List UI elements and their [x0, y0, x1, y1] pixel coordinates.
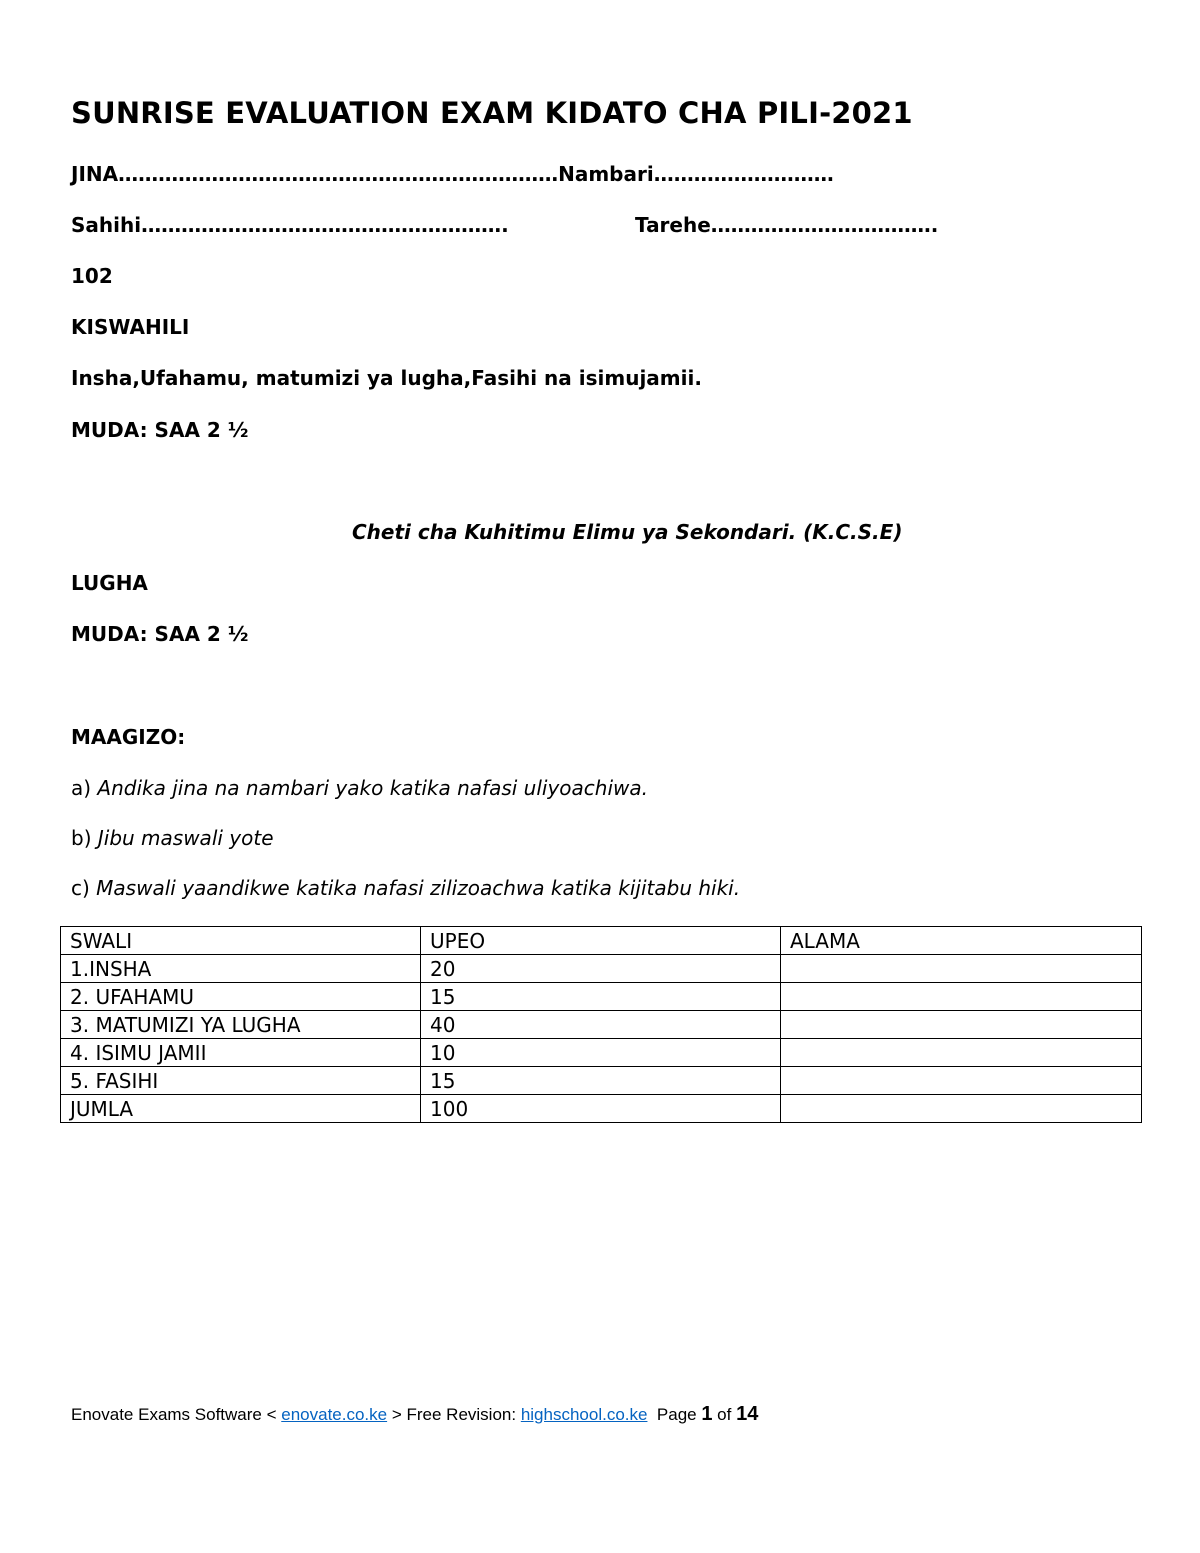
score-cell	[781, 1039, 1142, 1067]
instruction-item	[71, 776, 648, 800]
paper-code: 102	[71, 264, 113, 288]
instruction-marker: c)	[71, 876, 90, 900]
table-row	[61, 955, 1142, 983]
table-row	[61, 1039, 1142, 1067]
max-marks-cell: 15	[421, 983, 781, 1011]
question-cell: 2. UFAHAMU	[61, 983, 421, 1011]
max-marks-cell: 100	[421, 1095, 781, 1123]
question-cell: 1.INSHA	[61, 955, 421, 983]
footer-of-word: of	[712, 1405, 737, 1424]
header-cell: ALAMA	[781, 927, 1142, 955]
question-cell: JUMLA	[61, 1095, 421, 1123]
score-cell	[781, 1011, 1142, 1039]
question-cell: 3. MATUMIZI YA LUGHA	[61, 1011, 421, 1039]
question-cell: 5. FASIHI	[61, 1067, 421, 1095]
instruction-marker: a)	[71, 776, 92, 800]
duration-label-2: MUDA: SAA 2 ½	[71, 622, 249, 646]
date-field: Tarehe…………………………….	[635, 213, 939, 237]
max-marks-cell: 10	[421, 1039, 781, 1067]
marks-table	[60, 926, 1142, 1123]
subject-name: KISWAHILI	[71, 315, 190, 339]
instruction-text: Maswali yaandikwe katika nafasi zilizoachwa katika kijitabu hiki.	[96, 876, 741, 900]
section-lugha: LUGHA	[71, 571, 148, 595]
instruction-text: Jibu maswali yote	[97, 826, 274, 850]
instruction-marker: b)	[71, 826, 92, 850]
max-marks-cell: 40	[421, 1011, 781, 1039]
enovate-link[interactable]: enovate.co.ke	[281, 1405, 388, 1424]
page-number: 1	[701, 1403, 713, 1425]
score-cell	[781, 955, 1142, 983]
page-total: 14	[736, 1403, 759, 1425]
footer-page-word: Page	[647, 1405, 702, 1424]
signature-field: Sahihi……………………………………………….	[71, 213, 509, 237]
table-header-row	[61, 927, 1142, 955]
duration-label: MUDA: SAA 2 ½	[71, 418, 249, 442]
max-marks-cell: 20	[421, 955, 781, 983]
table-row	[61, 1095, 1142, 1123]
table-row	[61, 983, 1142, 1011]
header-cell: UPEO	[421, 927, 781, 955]
exam-title: SUNRISE EVALUATION EXAM KIDATO CHA PILI-2021	[71, 96, 913, 130]
instruction-item	[71, 876, 740, 900]
score-cell	[781, 1067, 1142, 1095]
footer-mid: > Free Revision:	[387, 1405, 521, 1424]
instruction-text: Andika jina na nambari yako katika nafasi uliyoachiwa.	[97, 776, 648, 800]
header-cell: SWALI	[61, 927, 421, 955]
paper-topics: Insha,Ufahamu, matumizi ya lugha,Fasihi na isimujamii.	[71, 366, 702, 390]
instruction-item	[71, 826, 274, 850]
name-number-field: JINA…………………………………………………………Nambari………………………	[71, 162, 834, 186]
max-marks-cell: 15	[421, 1067, 781, 1095]
table-row	[61, 1011, 1142, 1039]
highschool-link[interactable]: highschool.co.ke	[520, 1405, 648, 1424]
score-cell	[781, 1095, 1142, 1123]
instructions-heading: MAAGIZO:	[71, 725, 186, 749]
table-row	[61, 1067, 1142, 1095]
footer-prefix: Enovate Exams Software <	[71, 1405, 282, 1424]
certificate-title: Cheti cha Kuhitimu Elimu ya Sekondari. (K.C.S.E)	[352, 520, 903, 544]
score-cell	[781, 983, 1142, 1011]
page-footer	[71, 1403, 758, 1426]
question-cell: 4. ISIMU JAMII	[61, 1039, 421, 1067]
